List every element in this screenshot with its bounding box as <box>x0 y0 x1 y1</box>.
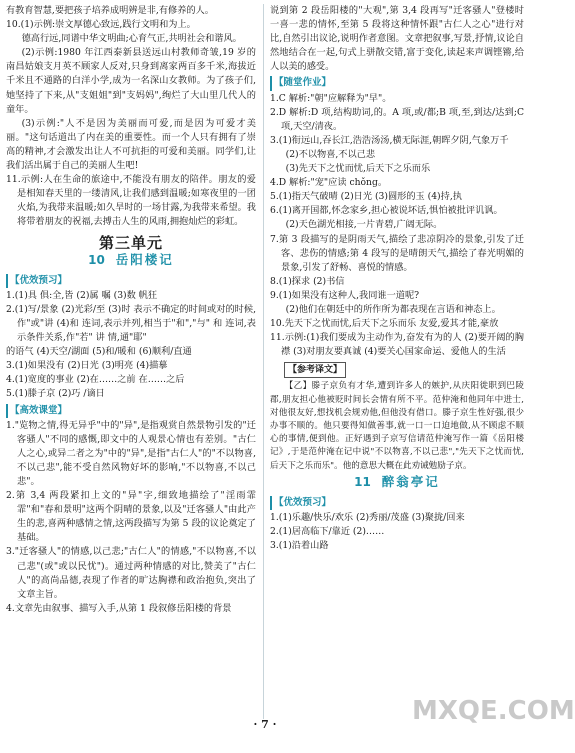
lesson-number-2: 11 <box>354 474 371 489</box>
lesson-title-2: 醉翁亭记 <box>381 473 440 489</box>
homework-10: 10.先天下之忧而忧,后天下之乐而乐 友爱,爱其才能,豪放 <box>270 318 499 330</box>
lesson-title: 岳阳楼记 <box>115 251 174 267</box>
paragraph: 有教育智慧,要把孩子培养成明辨是非,有修养的人。 <box>6 5 214 16</box>
lesson-number: 10 <box>88 252 105 267</box>
homework-8: 8.(1)探求 (2)书信 <box>270 275 345 287</box>
section-tag-class: 【高效课堂】 <box>6 404 67 418</box>
homework-9b: (2)他们在朝廷中的所作所为都表现在言语和神态上。 <box>285 303 501 315</box>
class-3: 3."迁客骚人"的情感,以己悲;"古仁人"的情感,"不以物喜,不以己悲"(或"或以民忧")。通过两种情感的对比,赞美了"古仁人"的高尚品德,表现了作者的旷达胸襟和政治抱负,突出了文章主旨。 <box>6 546 256 600</box>
class-1: 1."览物之情,得无异乎"中的"异",是指观赏自然景物引发的"迁客骚人"不同的感慨,即文中的人观景心情也有差别。"古仁人之心,或异二者之为"中的"异",是指"古仁人"的"不以物喜,不以己悲",能不受自然风物好坏的影响,"不以物喜,不以己悲"。 <box>6 419 256 487</box>
homework-6: 6.(1)离开国都,怀念家乡,担心被说坏话,惧怕被批评讥讽。 <box>270 205 503 217</box>
class-2: 2.第 3,4 两段紧扣上文的"异"字,细致地描绘了"淫雨霏霏"和"春和景明"这两个阴晴的景象,以及"迁客骚人"由此产生的悲,喜两种感情之情,这两段描写为第 5 段的议论奠定了基础。 <box>6 490 256 544</box>
lesson-heading <box>6 253 256 269</box>
column-divider <box>263 4 264 719</box>
lesson2-preview-2: 2.(1)居高临下/靠近 (2)…… <box>270 526 385 538</box>
unit-title: 第三单元 <box>98 233 163 252</box>
preview-3: 3.(1)如果没有 (2)日光 (3)明亮 (4)描摹 <box>6 360 168 372</box>
right-column <box>270 4 524 553</box>
answer-10-1: 10.(1)示例:崇文厚德心致远,践行文明和为上。 <box>6 19 196 31</box>
section-tag-practice: 【随堂作业】 <box>270 76 331 90</box>
homework-2: 2.D 解析:D 项,结构助词,的。A 项,或/都;B 项,至,到达/达到;C 项,天空/清夜。 <box>270 106 524 132</box>
section-tag-preview-2: 【优效预习】 <box>270 496 331 510</box>
homework-6b: (2)天色湖光相接,一片青碧,广阔无际。 <box>285 219 443 231</box>
answer-10-1b: 德高行远,同谱中华文明曲;心育气正,共明社会和谐风。 <box>21 33 242 45</box>
homework-4: 4.D 解析:"宠"应读 chǒng。 <box>270 177 388 189</box>
preview-2b: 的语气 (4)天空/湖面 (5)和/暖和 (6)顺利/直通 <box>6 346 192 358</box>
homework-5: 5.(1)指天气破晴 (2)日光 (3)圆形的玉 (4)持,执 <box>270 191 462 203</box>
homework-1: 1.C 解析:"朝"应解释为"早"。 <box>270 92 392 104</box>
left-column <box>6 4 256 616</box>
preview-4: 4.(1)宽度的事业 (2)在……之前 在……之后 <box>6 374 185 386</box>
preview-5: 5.(1)滕子京 (2)巧 /谪日 <box>6 388 105 400</box>
section-tag-preview: 【优效预习】 <box>6 274 67 288</box>
class-4: 4.文章先由叙事、描写入手,从第 1 段叙修岳阳楼的背景 <box>6 602 232 614</box>
homework-3b: (2)不以物喜,不以己悲 <box>285 148 376 160</box>
homework-3: 3.(1)衔远山,吞长江,浩浩汤汤,横无际涯,朝晖夕阴,气象万千 <box>270 134 509 146</box>
preview-1: 1.(1)具 俱:全,皆 (2)属 嘱 (3)数 帆狂 <box>6 289 158 301</box>
answer-10-2: (2)示例:1980 年江西泰新县送远山村教师奇皱,19 岁的南昌姑娘支月英不顾家人反对,只身到离家两百多千米,海拔近千米且不通路的白洋小学,成为一名深山女教师。为了孩子们,她坚持了下来,从"支姐姐"到"支妈妈",绚烂了大山里几代人的童年。 <box>6 47 256 115</box>
homework-9: 9.(1)如果没有这种人,我同谁一道呢? <box>270 289 420 301</box>
preview-2: 2.(1)写/景象 (2)光彩/至 (3)时 表示不确定的时间或对的时候,作"或"讲 (4)和 连词,表示并列,相当于"和","与" 和 连词,表示条件关系,作"若" 讲 情,通"耶" <box>6 303 256 344</box>
reference-translation: 【乙】滕子京负有才华,遭到许多人的嫉护,从庆阳徙职到巴陵郡,朋友担心他被贬时间长会情有所不平。范仲淹和他同年中进士,对他很友好,想找机会规劝他,但他没有借口。滕子京生性好强,很少办事不顺的。他只要得知做善事,就一口一口迫地做,从不顾虑不顺心的事情,便到他。正好遇到子京写信请范仲淹写作一篇《岳阳楼记》,于是范仲淹在记中说"不以物喜,不以己悲","先天下之忧而忧,后天下之乐而乐"。他的意思大概在此劝诫勉励子京。 <box>270 381 524 471</box>
reference-translation-tag: 【参考译文】 <box>284 362 346 378</box>
answer-10-3: (3)示例:"人不是因为美丽而可爱,而是因为可爱才美丽。"这句话道出了内在美的重要性。而一个人只有拥有了崇高的精神,才会激发出让人不可抗拒的可爱和美丽。同学们,让我们活出属于自己的美丽人生吧! <box>6 117 256 172</box>
paragraph-continued: 说到第 2 段岳阳楼的"大观",第 3,4 段再写"迁客骚人"登楼时一喜一悲的情怀,至第 5 段将这种情怀跟"古仁人之心"进行对比,自然引出议论,说明作者意图。文章把叙事,写景,抒情,议论自然地结合在一起,句式上骈散交错,富于变化,读起来声调铿锵,给人以美的感受。 <box>270 5 524 73</box>
page-number: · 7 · <box>253 718 277 731</box>
lesson2-preview-3: 3.(1)沿着山路 <box>270 540 329 552</box>
homework-3c: (3)先天下之忧而忧,后天下之乐而乐 <box>285 163 431 175</box>
watermark-logo: MXQE.COM <box>412 696 575 726</box>
answer-11: 11.示例:人在生命的旅途中,不能没有朋友的陪伴。朋友的爱是相知春天里的一缕清风,让我们感到温暖;如寒夜里的一团火焰,为我带来温暖;如久旱时的一场甘露,为我带来希望。我将带着朋友的祝福,去搏击人生的风雨,拥抱灿烂的彩虹。 <box>6 174 256 228</box>
homework-7: 7.第 3 段描写的是阴雨天气,描绘了悲凉阴冷的景象,引发了迁客、悲伤的情感;第 4 段写的是晴朗天气,描绘了春光明媚的景象,引发了舒畅、喜悦的情感。 <box>270 233 524 273</box>
lesson2-preview-1: 1.(1)乐趣/快乐/欢乐 (2)秀丽/茂盛 (3)聚拢/回来 <box>270 512 465 524</box>
homework-11: 11.示例:(1)我们要成为主动作为,奋发有为的人 (2)要开阔的胸襟 (3)对朋友要真诚 (4)要关心国家命运、爱他人的生活 <box>270 332 524 358</box>
lesson-heading-2 <box>270 475 524 491</box>
